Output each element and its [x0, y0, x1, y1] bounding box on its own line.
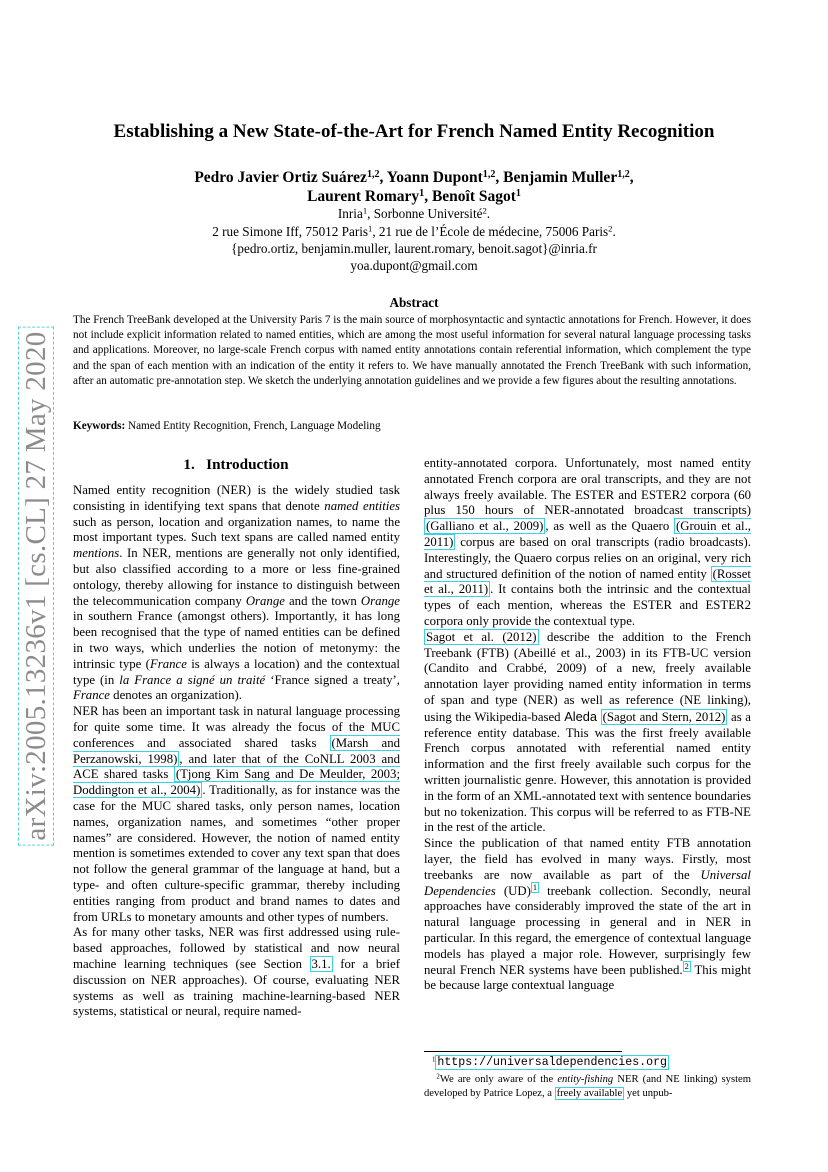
address: 21 rue de l’École de médecine, 75006 Paris: [378, 224, 609, 239]
address: 2 rue Simone Iff, 75012 Paris: [212, 224, 369, 239]
footnote-mark: 1: [431, 1056, 436, 1064]
text-run: NER has been an important task in natural language processing for quite some time. It was already the focus of the MUC conferences and associated shared tasks: [73, 704, 400, 750]
affiliation-institutions: Inria$^1$, Sorbonne Université$^2$.: [337, 205, 491, 221]
citation-link[interactable]: (Rosset et al., 2011): [424, 566, 751, 597]
author-name: Benoît Sagot: [431, 188, 516, 205]
text-run: France: [73, 688, 110, 703]
footnote-ref-link[interactable]: 1: [532, 883, 538, 893]
text-run: Universal Dependencies: [424, 867, 751, 898]
citation-link[interactable]: Sagot et al. (2012): [426, 629, 537, 644]
text-run: . Traditionally, as for instance was the case for the MUC shared tasks, only person names, location names, organization names, and sometimes “other proper names” are considered. However, the notion of named entity mention is sometimes extended to cover any text span that does not follow the general grammar of the language at hand, but a type- and often culture-specific grammar, thereby including entities ranging from product and brand names to dates and from URLs to monetary amounts and other types of numbers.: [73, 783, 400, 924]
author-emails: {pedro.ortiz, benjamin.muller, laurent.romary, benoit.sagot}@inria.fr: [231, 241, 597, 256]
text-run: for a brief discussion on NER approaches). Of course, evaluating NER systems as well as training machine-learning-based NER systems, statistical or neural, require named-: [73, 956, 400, 1019]
affiliation-addresses: 2 rue Simone Iff, 75012 Paris$^1$, 21 rue de l’École de médecine, 75006 Paris$^2$.: [212, 223, 616, 239]
left-column: [73, 483, 400, 1020]
institution: Sorbonne Université: [373, 206, 483, 221]
citation-link[interactable]: (Tjong Kim Sang and De Meulder, 2003; Doddington et al., 2004): [73, 767, 400, 798]
paragraph: [424, 456, 751, 630]
author-name: Benjamin Muller: [503, 169, 618, 186]
text-run: Orange: [360, 593, 400, 608]
section-title: Introduction: [206, 456, 289, 473]
author-sup: 1: [419, 187, 425, 199]
section-heading: [73, 456, 399, 474]
arxiv-stamp: arXiv:2005.13236v1 [cs.CL] 27 May 2020: [18, 326, 54, 845]
keywords-text: Named Entity Recognition, French, Language Modeling: [128, 420, 381, 432]
author-line-2: Laurent Romary$^1$, Benoît Sagot$^1$: [307, 187, 521, 205]
text-run: entity-annotated corpora. Unfortunately, most named entity annotated French corpora are oral transcripts, and they are not always freely available. The ESTER and ESTER2 corpora (60 plus 150 hours of NER-annotated broadcast transcripts): [424, 456, 751, 518]
paper-title: Establishing a New State-of-the-Art for French Named Entity Recognition: [113, 121, 715, 142]
author-name: Pedro Javier Ortiz Suárez: [194, 169, 367, 186]
text-run: As for many other tasks, NER was first addressed using rule-based approaches, followed by statistical and now neural machine learning techniques (see Section: [73, 925, 400, 971]
footnote-1: [424, 1056, 751, 1070]
address-sup: 2: [608, 223, 613, 234]
text-run: named entities: [324, 498, 400, 513]
section-ref-link[interactable]: 3.1.: [311, 956, 331, 971]
institution-sup: 1: [362, 205, 368, 216]
text-run: , as well as the Quaero: [545, 519, 675, 534]
text-run: This might be because large contextual language: [424, 962, 752, 993]
author-name: Laurent Romary: [307, 188, 420, 205]
paragraph: [424, 630, 751, 836]
citation-link[interactable]: (Marsh and Perzanowski, 1998): [73, 735, 401, 766]
institution-sup: 2: [482, 205, 487, 216]
text-run: . In NER, mentions are generally not only identified, but also classified according to a more or less fine-grained ontology, thereby allowing for instance to distinguish between the telecommunication company: [73, 546, 400, 608]
text-run: ‘France signed a treaty’,: [265, 672, 400, 687]
text-run: la France a signé un traité: [119, 672, 266, 687]
text-run: (UD): [495, 883, 531, 898]
text-run: , and later that of the CoNLL 2003 and ACE shared tasks: [73, 751, 401, 782]
paragraph: [424, 836, 751, 994]
author-sup: 1,2: [366, 168, 380, 180]
text-run: treebank collection. Secondly, neural approaches have considerably improved the state of the art in natural language processing in general and in NER in particular. In this regard, the emergence of contextual language models has played a major role. However, surprisingly few neural French NER systems have been published.: [424, 883, 751, 977]
keywords: [73, 420, 751, 432]
text-run: . It contains both the intrinsic and the contextual types of each mention, whereas the ESTER and ESTER2 corpora only provide the contextual type.: [424, 582, 751, 628]
author-sup: 1: [515, 187, 521, 199]
citation-link[interactable]: (Grouin et al., 2011): [424, 519, 751, 549]
text-run: NER (and NE linking) system developed by Patrice Lopez, a: [424, 1074, 751, 1099]
text-run: France: [149, 656, 187, 671]
text-run: entity-fishing: [557, 1074, 614, 1085]
text-run: mentions: [73, 546, 120, 561]
author-name: Yoann Dupont: [386, 169, 483, 186]
text-run: Named entity recognition (NER) is the widely studied task consisting in identifying text spans that denote: [73, 483, 400, 513]
text-run: Since the publication of that named entity FTB annotation layer, the field has evolved in many ways. Firstly, most treebanks are now available as part of the: [424, 836, 751, 882]
text-run: Orange: [245, 593, 285, 608]
footnote-divider: [424, 1051, 622, 1052]
institution: Inria: [337, 206, 363, 221]
text-run: is always a location) and the contextual type (in: [73, 656, 400, 687]
text-run: such as person, location and organization names, to name the most important types. Such text spans are called named entity: [73, 514, 400, 545]
footnote-url-link[interactable]: https://universaldependencies.org: [437, 1056, 667, 1069]
paragraph: [73, 704, 400, 925]
text-run: yet unpub-: [624, 1088, 673, 1099]
text-run: in southern France (amongst others). Importantly, it has long been recognised that the type of named entities can be defined in two ways, which underlies the notion of metonymy: the intrinsic type (: [73, 609, 400, 671]
aleda-name: Aleda: [564, 708, 597, 724]
footnote-mark: 2: [436, 1073, 440, 1081]
keywords-label: Keywords:: [73, 420, 126, 432]
author-line-1: Pedro Javier Ortiz Suárez$^{1,2}$, Yoann Dupont$^{1,2}$, Benjamin Muller$^{1,2}$,: [194, 168, 634, 186]
abstract-heading: Abstract: [389, 295, 439, 310]
author-email-2: yoa.dupont@gmail.com: [350, 258, 478, 273]
right-column: [424, 456, 751, 994]
address-sup: 1: [368, 223, 373, 234]
citation-link[interactable]: (Sagot and Stern, 2012): [602, 709, 726, 724]
text-run: denotes an organization).: [109, 688, 242, 703]
paragraph: [73, 483, 400, 704]
paragraph: [73, 925, 400, 1020]
text-run: corpus are based on oral transcripts (radio broadcasts). Interestingly, the Quaero corpus relies on an original, very rich and structured definition of the notion of named entity: [424, 534, 751, 581]
footnote-2: [424, 1073, 751, 1101]
footnote-link[interactable]: freely available: [556, 1088, 623, 1099]
author-sup: 1,2: [617, 168, 630, 180]
text-run: and the town: [284, 593, 361, 608]
text-run: describe the addition to the French Treebank (FTB) (Abeillé et al., 2003) in its FTB-UC version (Candito and Crabbé, 2009) of a new, freely available annotation layer providing named entity information in terms of span and type (NER) as well as reference (NE linking), using the Wikipedia-based: [424, 629, 751, 724]
section-number: 1.: [183, 456, 195, 473]
footnote-ref-link[interactable]: 2: [684, 962, 689, 972]
abstract-text: The French TreeBank developed at the University Paris 7 is the main source of morphosyntactic and syntactic annotations for French. However, it does not include explicit information related to named entities, which are among the most useful information for several natural language processing tasks and applications. Moreover, no large-scale French corpus with named entity annotations contain referential information, which complement the type and the span of each mention with an indication of the entity it refers to. We have manually annotated the French TreeBank with such information, after an automatic pre-annotation step. We sketch the underlying annotation guidelines and we provide a few figures about the resulting annotations.: [73, 314, 751, 387]
author-sup: 1,2: [482, 168, 496, 180]
text-run: We are only aware of the: [439, 1074, 558, 1085]
citation-link[interactable]: (Galliano et al., 2009): [426, 519, 544, 534]
text-run: as a reference entity database. This was the first freely available French corpus annotated with referential named entity information and the first freely available such corpus for the written journalistic genre. However, this annotation is provided in the form of an XML-annotated text with sentence boundaries but no tokenization. This corpus will be referred to as FTB-NE in the rest of the article.: [424, 709, 751, 835]
